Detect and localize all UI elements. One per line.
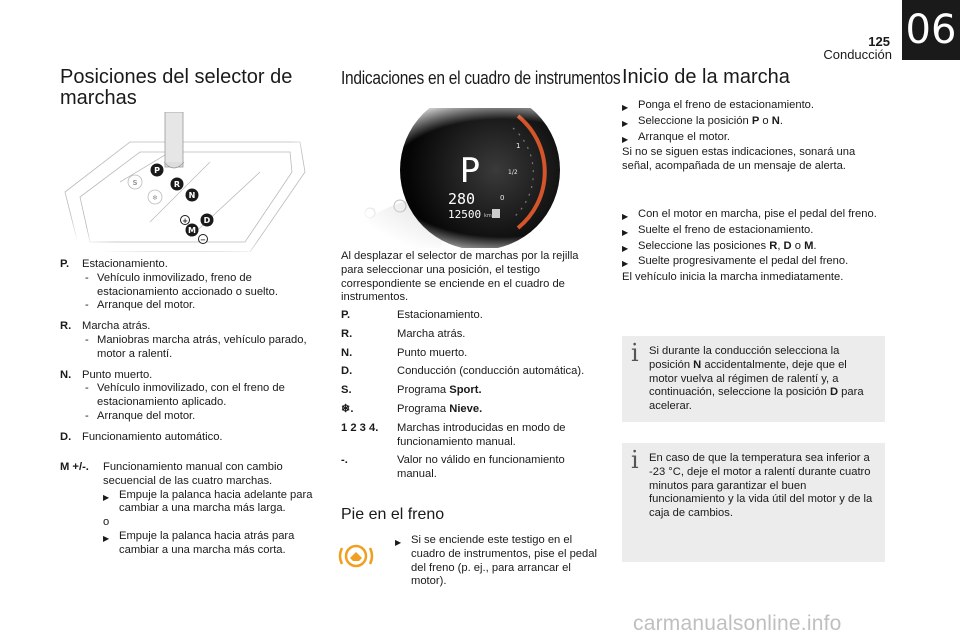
arrow-icon: ▶ (622, 243, 629, 253)
start-steps-1: ▶ Ponga el freno de estacionamiento. ▶ Seleccione la posición P o N. ▶ Arranque el motor. Si no se siguen estas indicaciones, sonará una señal, acompañada de un mensaje de alerta. (622, 99, 856, 173)
section-name: Conducción (823, 47, 892, 62)
def-d: D. Funcionamiento automático. (60, 430, 223, 443)
arrow-icon: ▶ (103, 533, 110, 543)
arrow-icon: ▶ (103, 492, 110, 502)
brake-title: Pie en el freno (341, 506, 445, 523)
brake-warning-icon (336, 538, 376, 574)
def-r: R. Marcha atrás. - Maniobras marcha atrás, vehículo parado, motor a ralentí. (60, 320, 307, 360)
chapter-badge: 06 (902, 0, 960, 60)
info-icon: i (631, 446, 639, 474)
col3-title: Inicio de la marcha (622, 66, 790, 88)
arrow-icon: ▶ (622, 103, 629, 112)
arrow-icon: ▶ (622, 134, 629, 144)
cluster-intro: Al desplazar el selector de marchas por la rejilla para seleccionar una posición, el testigo correspondiente se enciende en el cuadro de instrumentos. (341, 250, 579, 304)
col2-title: Indicaciones en el cuadro de instrumentos (341, 68, 621, 88)
col1-title: Posiciones del selector de marchas (60, 66, 293, 109)
brake-text: ▶ Si se enciende este testigo en el cuadro de instrumentos, pise el pedal del freno (p. ej., para arrancar el motor). (395, 534, 597, 588)
manual-mode: M +/-. Funcionamiento manual con cambio secuencial de las cuatro marchas. ▶ Empuje la palanca hacia adelante para cambiar a una marcha más larga. o ▶ Empuje la palanca hacia atrás para cambiar a una marcha más corta. (60, 461, 313, 556)
arrow-icon: ▶ (622, 212, 629, 221)
def-p: P. Estacionamiento. - Vehículo inmovilizado, freno de estacionamiento accionado o suelto. - Arranque del motor. (60, 258, 278, 312)
page-number: 125 (868, 34, 890, 49)
arrow-icon: ▶ (622, 227, 629, 237)
gear-selector-illustration (60, 112, 310, 252)
def-n: N. Punto muerto. - Vehículo inmovilizado, con el freno de estacionamiento aplicado. - Arranque del motor. (60, 368, 285, 422)
arrow-icon: ▶ (622, 118, 629, 128)
start-steps-2: ▶ Con el motor en marcha, pise el pedal del freno. ▶ Suelte el freno de estacionamiento. ▶ Seleccione las posiciones R, D o M. ▶ Suelte progresivamente el pedal del freno. El vehículo inicia la marcha inmediatamente. (622, 208, 877, 284)
arrow-icon: ▶ (622, 259, 629, 269)
info-icon: i (631, 339, 639, 367)
arrow-icon: ▶ (395, 538, 402, 547)
instrument-cluster-illustration (340, 108, 610, 248)
col1-definitions (60, 258, 315, 452)
cluster-definitions: P. Estacionamiento. R. Marcha atrás. N. Punto muerto. D. Conducción (conducción automática). S. Programa Sport. ❄. Programa Nieve. 1 2 3 4. Marchas introducidas en modo de funcionamiento manual. -. Valor no válido en funcionamiento manual. (341, 309, 585, 481)
info-box-neutral: i Si durante la conducción selecciona la posición N accidentalmente, deje que el motor vuelva al régimen de ralentí y, a continuación, seleccione la posición D para acelerar. (622, 336, 885, 422)
watermark: carmanualsonline.info (633, 612, 842, 635)
info-box-temperature: i En caso de que la temperatura sea inferior a -23 °C, deje el motor a ralentí durante cuatro minutos para garantizar el buen funcionamiento y la vida útil del motor y de la caja de cambios. (622, 443, 885, 562)
